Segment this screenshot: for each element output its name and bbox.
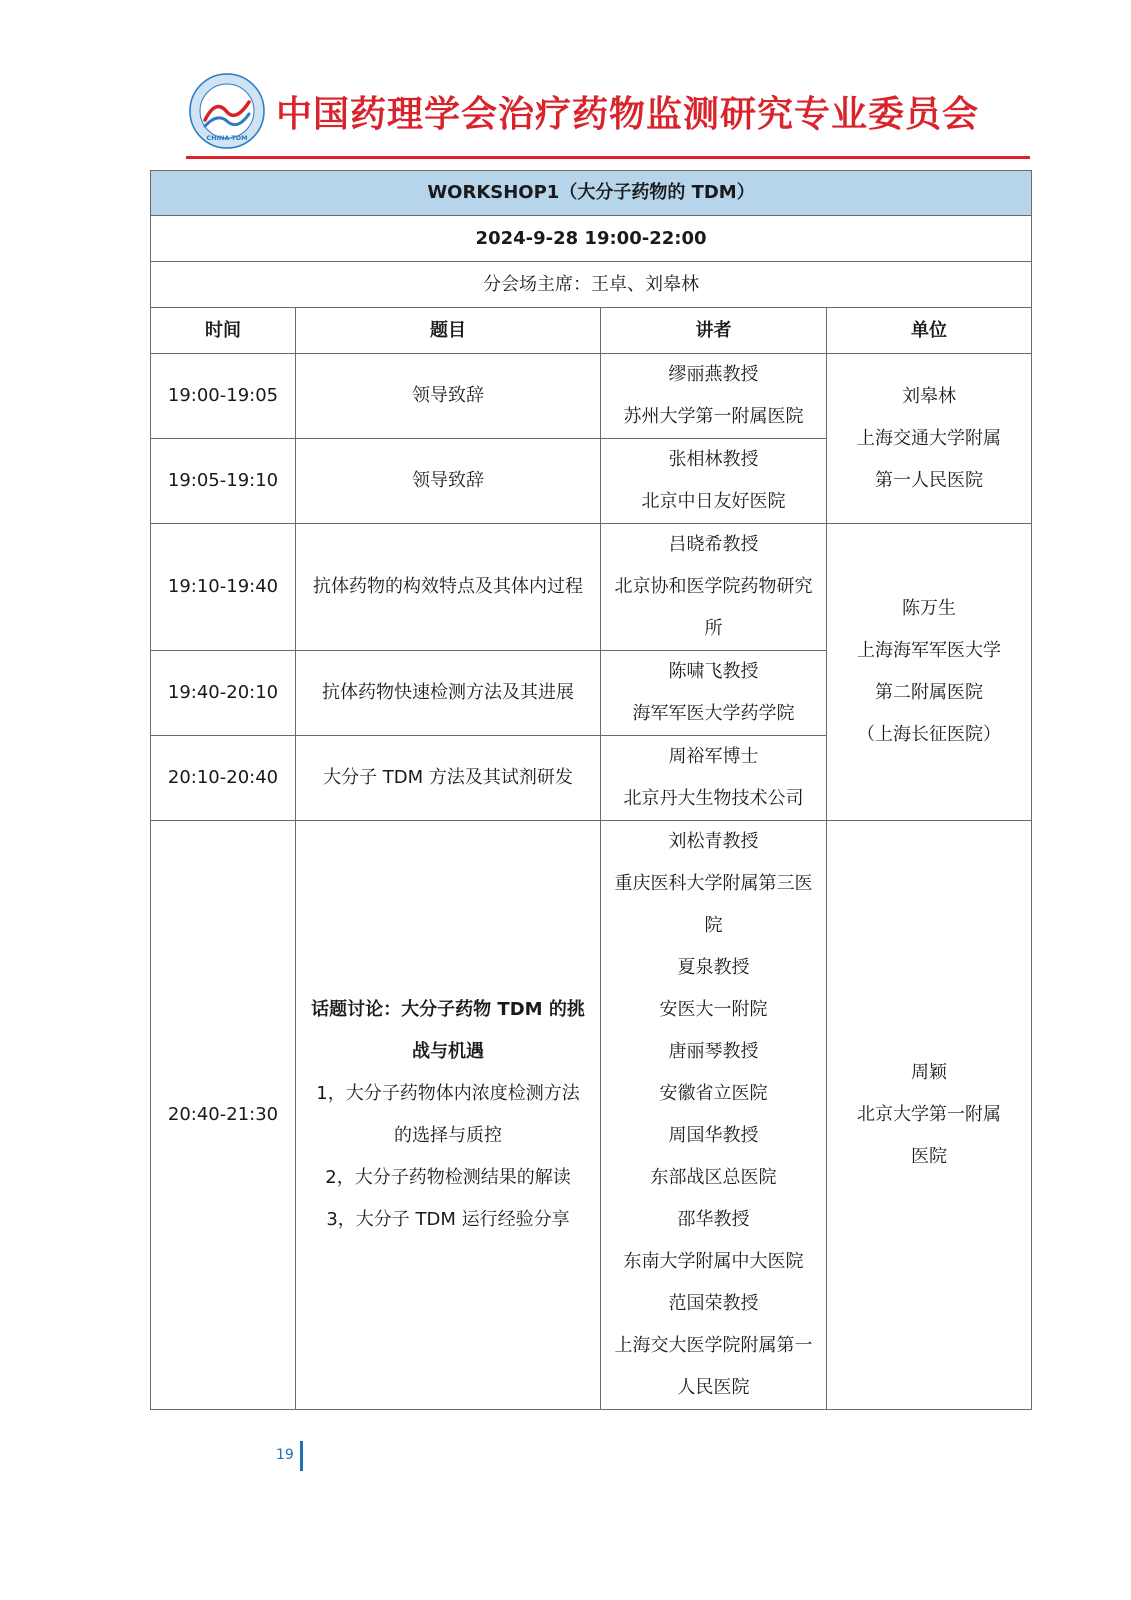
speaker-affiliation: 安医大一附院	[659, 999, 768, 1020]
discussion-item: 2，大分子药物检测结果的解读	[325, 1167, 571, 1188]
session-speaker	[601, 821, 827, 1410]
speaker-name: 陈啸飞教授	[668, 661, 759, 682]
session-speaker	[601, 736, 827, 821]
speaker-affiliation: 东部战区总医院	[650, 1167, 777, 1188]
unit-line: 上海海军军医大学	[857, 640, 1002, 661]
workshop-chair-row	[151, 262, 1032, 308]
discussion-item: 3，大分子 TDM 运行经验分享	[326, 1209, 570, 1230]
speaker-name: 唐丽琴教授	[668, 1041, 759, 1062]
page-number: 19	[276, 1447, 294, 1463]
session-unit	[827, 354, 1032, 524]
unit-line: 第一人民医院	[875, 469, 984, 491]
session-time: 19:00-19:05	[151, 354, 296, 439]
society-logo-icon	[188, 72, 266, 150]
speaker-name: 缪丽燕教授	[668, 364, 759, 385]
column-header-time: 时间	[151, 308, 296, 354]
workshop-title-row	[151, 171, 1032, 216]
session-speaker	[601, 439, 827, 524]
column-header-topic: 题目	[296, 308, 601, 354]
speaker-name: 邵华教授	[677, 1209, 750, 1230]
discussion-item: 1，大分子药物体内浓度检测方法	[316, 1083, 580, 1104]
workshop-date-row	[151, 216, 1032, 262]
agenda-table	[150, 170, 1032, 1410]
speaker-affiliation: 上海交大医学院附属第一	[614, 1335, 813, 1356]
speaker-name: 周国华教授	[668, 1125, 759, 1146]
column-header-unit: 单位	[827, 308, 1032, 354]
speaker-name: 范国荣教授	[668, 1293, 759, 1314]
organization-title: 中国药理学会治疗药物监测研究专业委员会	[276, 94, 980, 135]
speaker-affiliation: 安徽省立医院	[659, 1083, 768, 1104]
session-speaker	[601, 524, 827, 651]
unit-line: 医院	[911, 1146, 948, 1167]
session-topic	[296, 821, 601, 1410]
table-row	[151, 821, 1032, 1410]
table-row	[151, 354, 1032, 439]
session-time: 19:40-20:10	[151, 651, 296, 736]
logo-text: CHINA-TDM	[206, 134, 248, 142]
session-time: 20:10-20:40	[151, 736, 296, 821]
session-topic: 领导致辞	[296, 439, 601, 524]
unit-line: （上海长征医院）	[857, 724, 1002, 745]
session-unit	[827, 821, 1032, 1410]
session-speaker	[601, 354, 827, 439]
speaker-affiliation: 人民医院	[677, 1377, 750, 1398]
speaker-affiliation: 重庆医科大学附属第三医	[614, 873, 813, 894]
speaker-affiliation: 东南大学附属中大医院	[623, 1251, 804, 1272]
table-header-row	[151, 308, 1032, 354]
discussion-title: 战与机遇	[412, 1041, 484, 1062]
column-header-speaker: 讲者	[601, 308, 827, 354]
session-speaker	[601, 651, 827, 736]
speaker-name: 夏泉教授	[677, 957, 750, 978]
speaker-affiliation: 院	[704, 915, 723, 936]
discussion-title: 话题讨论：大分子药物 TDM 的挑	[311, 999, 585, 1020]
speaker-affiliation: 海军军医大学药学院	[632, 703, 795, 724]
speaker-affiliation: 所	[704, 618, 723, 639]
table-row	[151, 524, 1032, 651]
session-topic: 抗体药物的构效特点及其体内过程	[296, 524, 601, 651]
session-unit	[827, 524, 1032, 821]
session-time: 19:10-19:40	[151, 524, 296, 651]
unit-line: 上海交通大学附属	[857, 427, 1002, 449]
workshop-title: WORKSHOP1（大分子药物的 TDM）	[151, 171, 1032, 216]
workshop-chair: 分会场主席：王卓、刘皋林	[151, 262, 1032, 308]
speaker-affiliation: 苏州大学第一附属医院	[623, 406, 804, 427]
speaker-name: 吕晓希教授	[668, 534, 759, 555]
speaker-name: 刘松青教授	[668, 831, 759, 852]
unit-line: 陈万生	[902, 598, 957, 619]
speaker-affiliation: 北京丹大生物技术公司	[623, 788, 804, 809]
header-divider	[186, 156, 1030, 159]
discussion-item: 的选择与质控	[394, 1125, 502, 1146]
unit-line: 第二附属医院	[875, 682, 984, 703]
speaker-affiliation: 北京中日友好医院	[641, 491, 786, 512]
speaker-name: 周裕军博士	[668, 746, 759, 767]
unit-line: 北京大学第一附属	[857, 1104, 1002, 1125]
workshop-datetime: 2024-9-28 19:00-22:00	[151, 216, 1032, 262]
speaker-name: 张相林教授	[668, 449, 759, 470]
page-number-bar	[300, 1441, 303, 1471]
speaker-affiliation: 北京协和医学院药物研究	[614, 576, 813, 597]
session-topic: 领导致辞	[296, 354, 601, 439]
session-time: 19:05-19:10	[151, 439, 296, 524]
session-time: 20:40-21:30	[151, 821, 296, 1410]
session-topic: 抗体药物快速检测方法及其进展	[296, 651, 601, 736]
unit-line: 周颖	[911, 1062, 948, 1083]
unit-line: 刘皋林	[902, 385, 957, 407]
session-topic: 大分子 TDM 方法及其试剂研发	[296, 736, 601, 821]
